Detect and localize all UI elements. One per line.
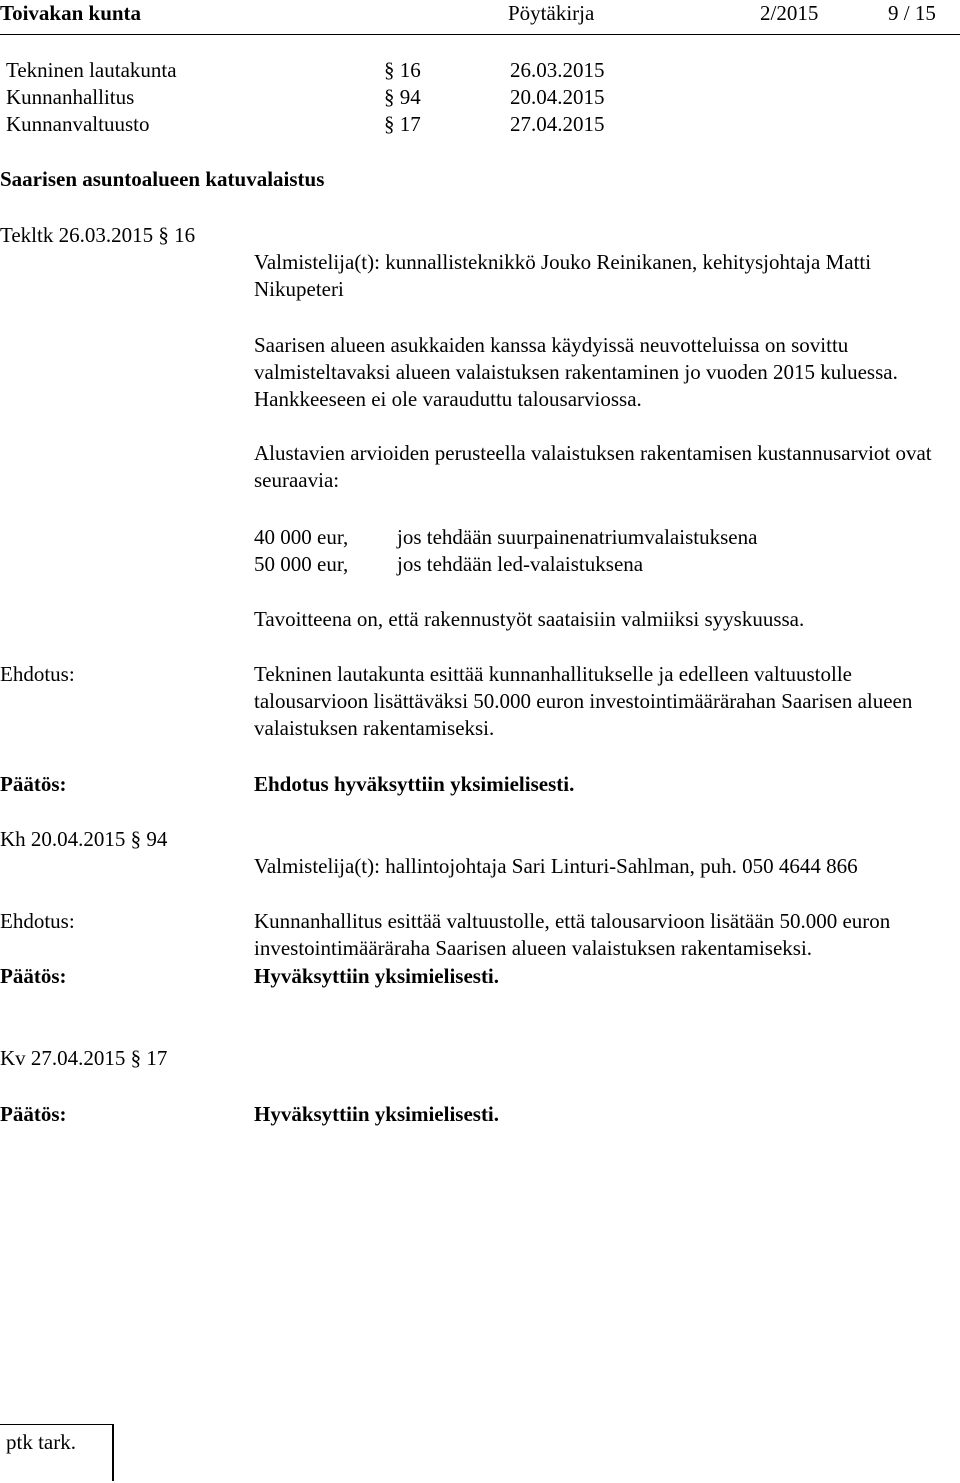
teklt-paragraph-1: Saarisen alueen asukkaiden kanssa käydyissä neuvotteluissa on sovittu valmisteltavaksi alueen valaistuksen rakentaminen jo vuoden 2015 kuluessa. Hankkeeseen ei ole varauduttu talousarviossa. — [254, 333, 898, 411]
cost-amount: 50 000 eur, — [254, 552, 349, 576]
document-type: Pöytäkirja — [508, 1, 595, 25]
teklt-reference: Tekltk 26.03.2015 § 16 — [0, 223, 196, 247]
kh-preparer: Valmistelija(t): hallintojohtaja Sari Linturi-Sahlman, puh. 050 4644 866 — [254, 854, 858, 878]
municipality-name: Toivakan kunta — [0, 1, 142, 25]
kh-reference: Kh 20.04.2015 § 94 — [0, 827, 168, 851]
meeting-date: 20.04.2015 — [510, 85, 605, 109]
kv-reference: Kv 27.04.2015 § 17 — [0, 1046, 168, 1070]
meeting-section: § 94 — [384, 85, 421, 109]
kh-decision: Hyväksyttiin yksimielisesti. — [254, 964, 500, 988]
minutes-check-label: ptk tark. — [6, 1430, 76, 1454]
teklt-decision-label: Päätös: — [0, 772, 67, 796]
teklt-preparer: Valmistelija(t): kunnallisteknikkö Jouko Reinikanen, kehitysjohtaja Matti Nikupeteri — [254, 250, 872, 301]
meeting-date: 26.03.2015 — [510, 58, 605, 82]
meeting-body: Kunnanhallitus — [6, 85, 135, 109]
cost-amount: 40 000 eur, — [254, 525, 349, 549]
kh-decision-label: Päätös: — [0, 964, 67, 988]
kv-decision: Hyväksyttiin yksimielisesti. — [254, 1102, 500, 1126]
minutes-check-box — [0, 1424, 114, 1481]
meeting-section: § 17 — [384, 112, 421, 136]
teklt-paragraph-2: Alustavien arvioiden perusteella valaistuksen rakentamisen kustannusarviot ovat seuraavia: — [254, 441, 932, 492]
meeting-section: § 16 — [384, 58, 421, 82]
teklt-proposal-label: Ehdotus: — [0, 662, 75, 686]
meeting-body: Tekninen lautakunta — [6, 58, 177, 82]
subject-title: Saarisen asuntoalueen katuvalaistus — [0, 167, 325, 191]
header-rule — [0, 34, 960, 35]
document-number: 2/2015 — [760, 1, 819, 25]
page-number: 9 / 15 — [888, 1, 936, 25]
meeting-body: Kunnanvaltuusto — [6, 112, 150, 136]
meeting-date: 27.04.2015 — [510, 112, 605, 136]
kv-decision-label: Päätös: — [0, 1102, 67, 1126]
kh-proposal-label: Ehdotus: — [0, 909, 75, 933]
teklt-decision: Ehdotus hyväksyttiin yksimielisesti. — [254, 772, 575, 796]
teklt-goal: Tavoitteena on, että rakennustyöt saataisiin valmiiksi syyskuussa. — [254, 607, 805, 631]
teklt-proposal: Tekninen lautakunta esittää kunnanhallitukselle ja edelleen valtuustolle talousarvioon lisättäväksi 50.000 euron investointimäärärahan Saarisen alueen valaistuksen rakentamiseksi. — [254, 662, 913, 740]
kh-proposal: Kunnanhallitus esittää valtuustolle, että talousarvioon lisätään 50.000 euron investointimääräraha Saarisen alueen valaistuksen rakentamiseksi. — [254, 909, 891, 960]
cost-description: jos tehdään led-valaistuksena — [397, 552, 644, 576]
cost-description: jos tehdään suurpainenatriumvalaistuksena — [397, 525, 758, 549]
